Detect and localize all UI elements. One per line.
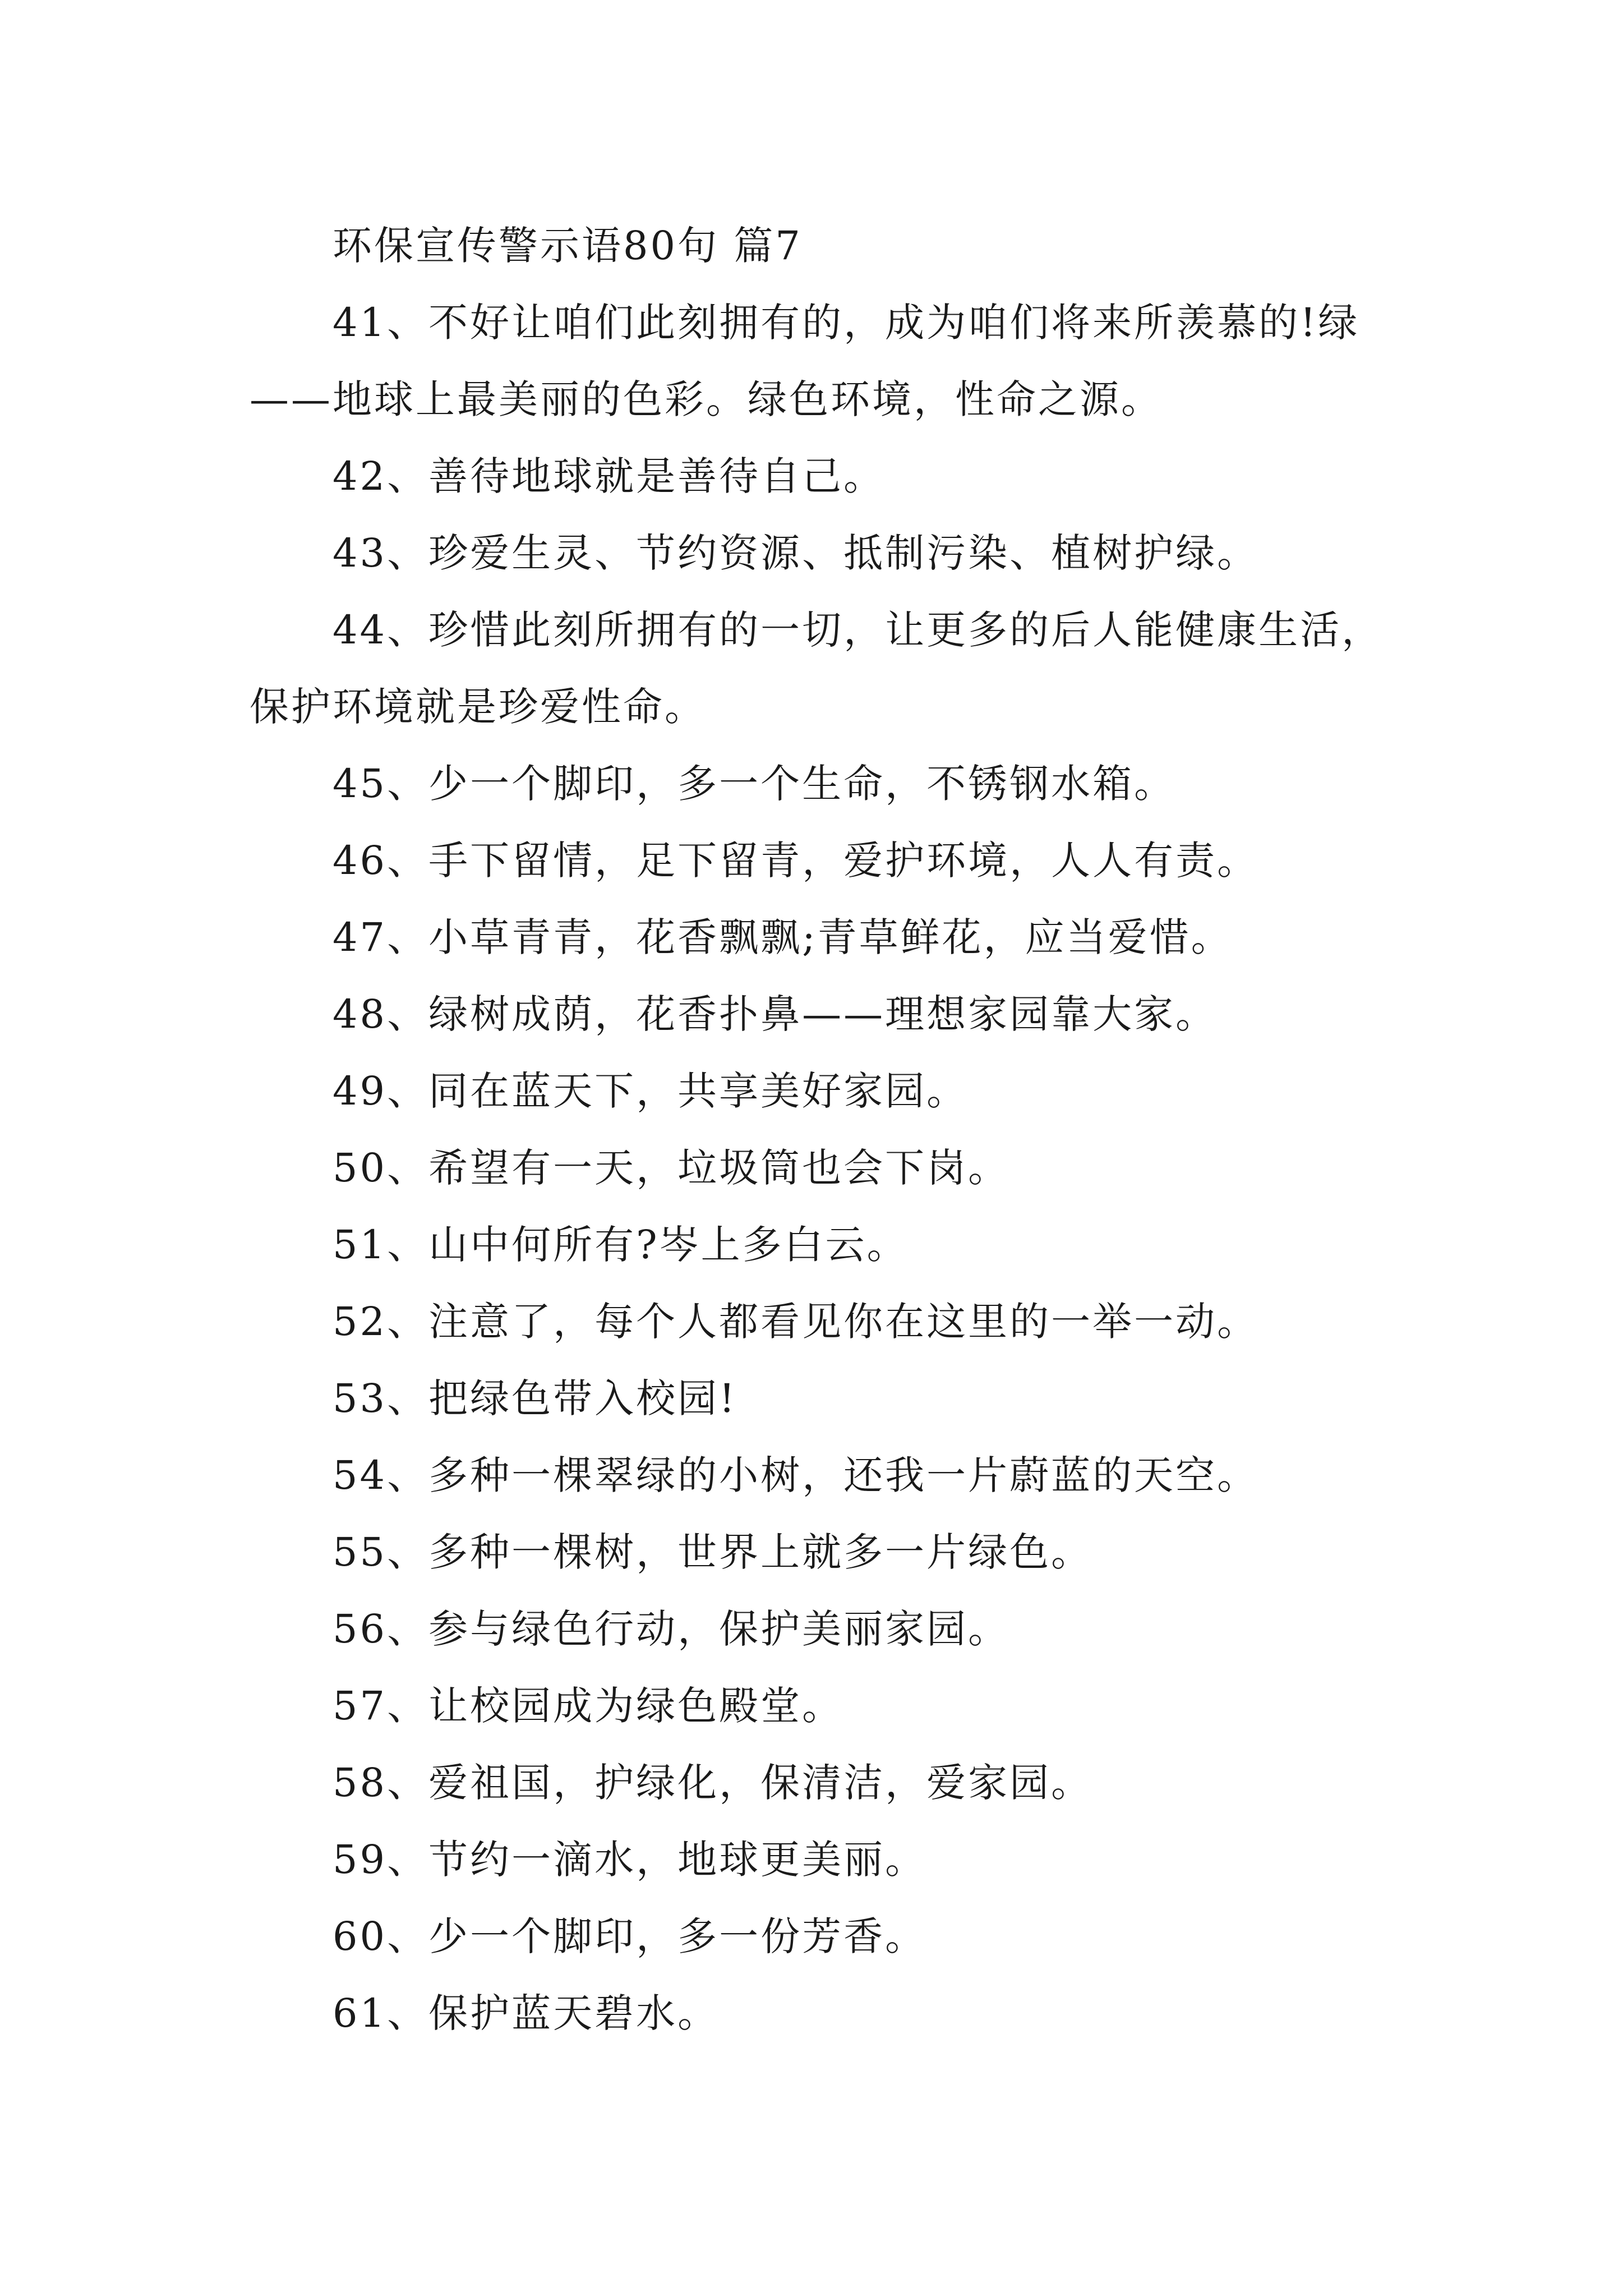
- paragraph-46: 46、手下留情，足下留青，爱护环境，人人有责。: [333, 838, 1259, 884]
- document-body: [250, 208, 1394, 2052]
- paragraph-54: 54、多种一棵翠绿的小树，还我一片蔚蓝的天空。: [333, 1452, 1259, 1498]
- paragraph-55: 55、多种一棵树，世界上就多一片绿色。: [333, 1529, 1093, 1575]
- paragraph-53: 53、把绿色带入校园!: [333, 1375, 737, 1421]
- paragraph-59: 59、节约一滴水，地球更美丽。: [333, 1837, 927, 1883]
- paragraph-43: 43、珍爱生灵、节约资源、抵制污染、植树护绿。: [333, 530, 1259, 576]
- paragraph-57: 57、让校园成为绿色殿堂。: [333, 1683, 844, 1729]
- paragraph-42: 42、善待地球就是善待自己。: [333, 453, 886, 499]
- paragraph-45: 45、少一个脚印，多一个生命，不锈钢水箱。: [333, 761, 1176, 807]
- paragraph-60: 60、少一个脚印，多一份芳香。: [333, 1913, 927, 1959]
- paragraph-49: 49、同在蓝天下，共享美好家园。: [333, 1068, 969, 1114]
- paragraph-47: 47、小草青青，花香飘飘;青草鲜花，应当爱惜。: [333, 914, 1233, 960]
- paragraph-51: 51、山中何所有?岑上多白云。: [333, 1222, 909, 1268]
- paragraph-58: 58、爱祖国，护绿化，保清洁，爱家园。: [333, 1760, 1093, 1806]
- paragraph-61: 61、保护蓝天碧水。: [333, 1990, 720, 2036]
- paragraph-41: 41、不好让咱们此刻拥有的，成为咱们将来所羡慕的!绿——地球上最美丽的色彩。绿色环境，性命之源。: [250, 300, 1360, 422]
- paragraph-52: 52、注意了，每个人都看见你在这里的一举一动。: [333, 1299, 1259, 1345]
- paragraph-50: 50、希望有一天，垃圾筒也会下岗。: [333, 1145, 1010, 1191]
- paragraph-48: 48、绿树成荫，花香扑鼻——理想家园靠大家。: [333, 991, 1218, 1037]
- document-title: 环保宣传警示语80句 篇7: [333, 223, 803, 269]
- paragraph-56: 56、参与绿色行动，保护美丽家园。: [333, 1606, 1010, 1652]
- paragraph-44: 44、珍惜此刻所拥有的一切，让更多的后人能健康生活，保护环境就是珍爱性命。: [250, 607, 1384, 730]
